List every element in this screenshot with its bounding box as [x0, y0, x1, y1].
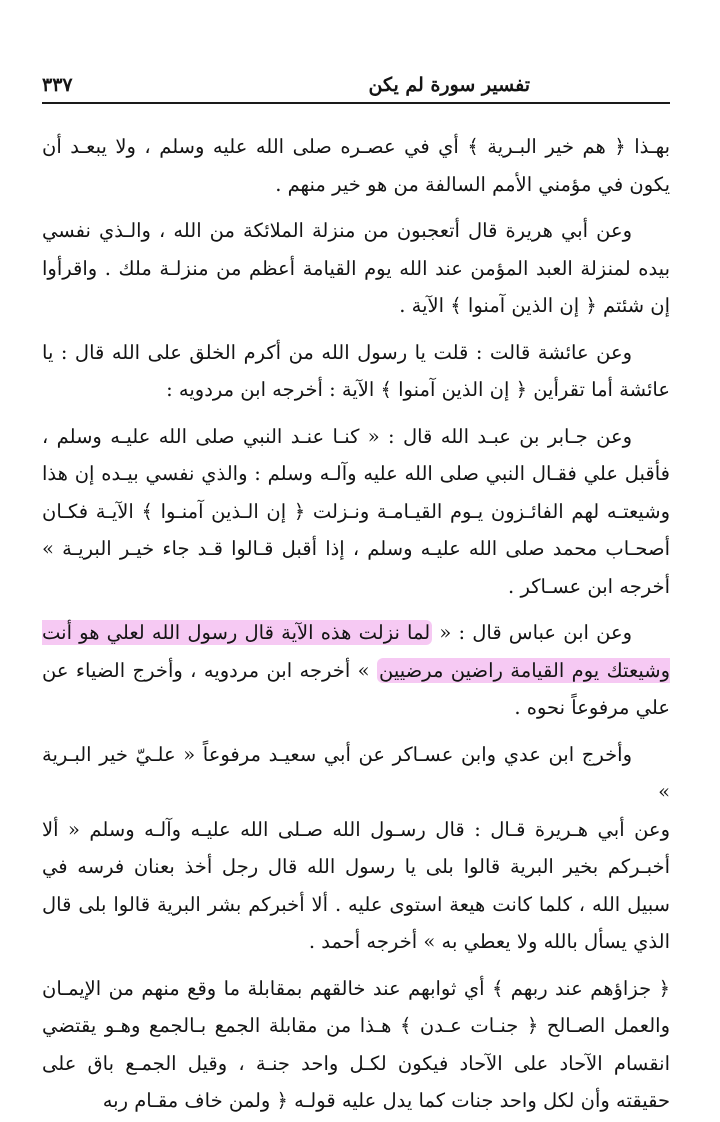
paragraph-4: وعن جـابر بن عبـد الله قال : « كنـا عنـد النبي صلى الله عليـه وسلم ، فأقبل علي فقـال النبي صلى الله عليه وآلـه وسلم : والذي نفسي بيـده إن هذا وشيعتـه لهم الفائـزون يـوم القيـامـة ونـزلت ﴿ إن الـذين آمنـوا ﴾ الآيـة فكـان أصحـاب محمد صلى الله عليـه وسلم ، إذا أقبل قـالوا قـد جاء خيـر البريـة » أخرجه ابن عسـاكر . [42, 424, 670, 598]
ibn-abbas-tail: » أخرجه ابن مردويه ، وأخرج الضياء عن علي مرفوعاً نحوه . [42, 658, 670, 719]
highlighted-text: لما نزلت هذه الآية قال رسول الله لعلي هو أنت وشيعتك يوم القيامة راضين مرضيين [42, 621, 670, 682]
paragraph-jazauhum: ﴿ جزاؤهم عند ربهم ﴾ أي ثوابهم عند خالقهم بمقابلة ما وقع منهم من الإيمـان والعمل الصـالح ﴿ جنـات عـدن ﴾ هـذا من مقابلة الجمع بـالجمع وهـو يقتضي انقسام الآحاد على الآحاد فيكون لكـل واحد جنـة ، وقيل الجمـع باق على حقيقته وأن لكل واحد جنات كما يدل عليه قولـه ﴿ ولمن خاف مقـام ربه [42, 976, 670, 1112]
page-number: ٣٣٧ [42, 74, 73, 96]
paragraph-ibn-abbas [42, 614, 670, 727]
ibn-abbas-lead: وعن ابن عباس قال : « [439, 621, 632, 644]
paragraph-2: وعن أبي هريرة قال أتعجبون من منزلة الملائكة من الله ، والـذي نفسي بيده لمنزلة العبد المؤمن عند الله يوم القيامة أعظم من منزلـة ملك . واقرأوا إن شئتم ﴿ إن الذين آمنوا ﴾ الآية . [42, 219, 670, 317]
paragraph-abu-hurayra: وعن أبي هـريرة قـال : قال رسـول الله صـلى الله عليـه وآلـه وسلم « ألا أخبـركم بخير البرية قالوا بلى يا رسول الله قال رجل أخذ بعنان فرسه في سبيل الله ، كلما كانت هيعة استوى عليه . ألا أخبركم بشر البرية قالوا بلى قال الذي يسأل بالله ولا يعطي به » أخرجه أحمد . [42, 817, 670, 953]
page-body [42, 128, 670, 1120]
paragraph-3: وعن عائشة قالت : قلت يا رسول الله من أكرم الخلق على الله قال : يا عائشة أما تقرأين ﴿ إن الذين آمنوا ﴾ الآية : أخرجه ابن مردويه : [42, 340, 670, 401]
page-header [42, 70, 670, 104]
running-title: تفسير سورة لم يكن [368, 74, 530, 96]
paragraph-ibn-adi: وأخرج ابن عدي وابن عسـاكر عن أبي سعيـد مرفوعاً « علـيّ خير البـرية » [42, 742, 670, 803]
paragraph-1: بهـذا ﴿ هم خير البـرية ﴾ أي في عصـره صلى الله عليه وسلم ، ولا يبعـد أن يكون في مؤمني الأمم السالفة من هو خير منهم . [42, 135, 670, 196]
